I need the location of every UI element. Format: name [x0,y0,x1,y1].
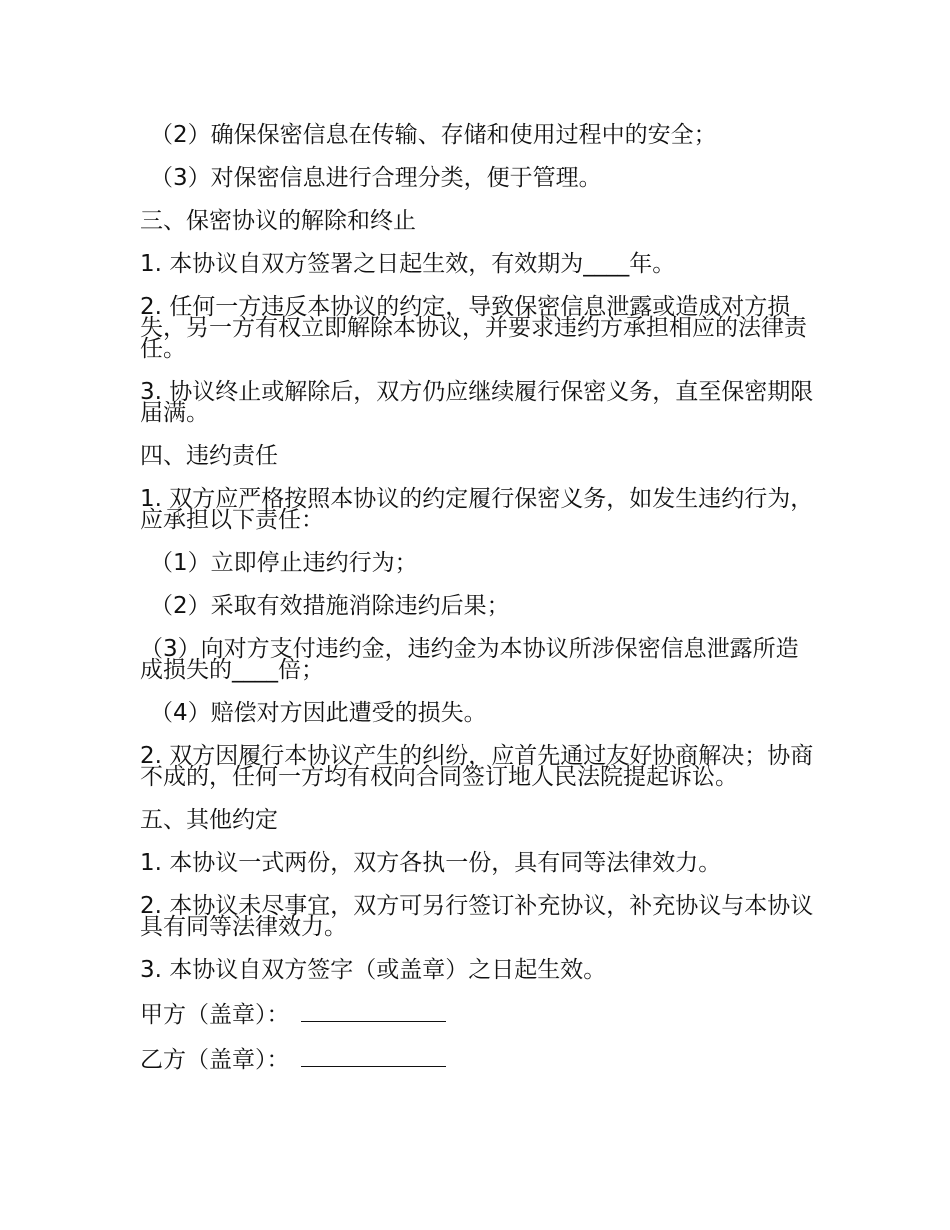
clause-4-1-1: （1）立即停止违约行为； [150,550,418,576]
party-a-signature [140,1003,820,1026]
clause-2-2: （2）确保保密信息在传输、存储和使用过程中的安全； [150,122,717,148]
party-a-label: 甲方（盖章）： [140,1002,290,1028]
party-b-signature [140,1048,820,1071]
clause-4-1-4: （4）赔偿对方因此遭受的损失。 [150,700,487,726]
clause-4-2: 2. 双方因履行本协议产生的纠纷，应首先通过友好协商解决；协商不成的，任何一方均有权向合同签订地人民法院提起诉讼。 [140,743,814,790]
section-heading-4: 四、违约责任 [140,443,278,469]
clause-3-2: 2. 任何一方违反本协议的约定，导致保密信息泄露或造成对方损失，另一方有权立即解除本协议，并要求违约方承担相应的法律责任。 [140,294,807,362]
clause-4-1-2: （2）采取有效措施消除违约后果； [150,593,510,619]
clause-3-1: 1. 本协议自双方签署之日起生效，有效期为____年。 [140,251,676,277]
section-heading-5: 五、其他约定 [140,807,278,833]
clause-2-3: （3）对保密信息进行合理分类，便于管理。 [150,165,602,191]
party-b-label: 乙方（盖章）： [140,1047,290,1073]
party-a-signature-line [301,1003,446,1022]
clause-5-2: 2. 本协议未尽事宜，双方可另行签订补充协议，补充协议与本协议具有同等法律效力。 [140,893,814,940]
document-page [140,122,820,1093]
clause-3-3: 3. 协议终止或解除后，双方仍应继续履行保密义务，直至保密期限届满。 [140,379,814,426]
party-b-signature-line [301,1048,446,1067]
clause-5-3: 3. 本协议自双方签字（或盖章）之日起生效。 [140,957,607,983]
section-heading-3: 三、保密协议的解除和终止 [140,208,416,234]
clause-4-1-3: （3）向对方支付违约金，违约金为本协议所涉保密信息泄露所造成损失的____倍； [140,636,799,683]
clause-4-1: 1. 双方应严格按照本协议的约定履行保密义务，如发生违约行为，应承担以下责任： [140,486,814,533]
clause-5-1: 1. 本协议一式两份，双方各执一份，具有同等法律效力。 [140,850,722,876]
